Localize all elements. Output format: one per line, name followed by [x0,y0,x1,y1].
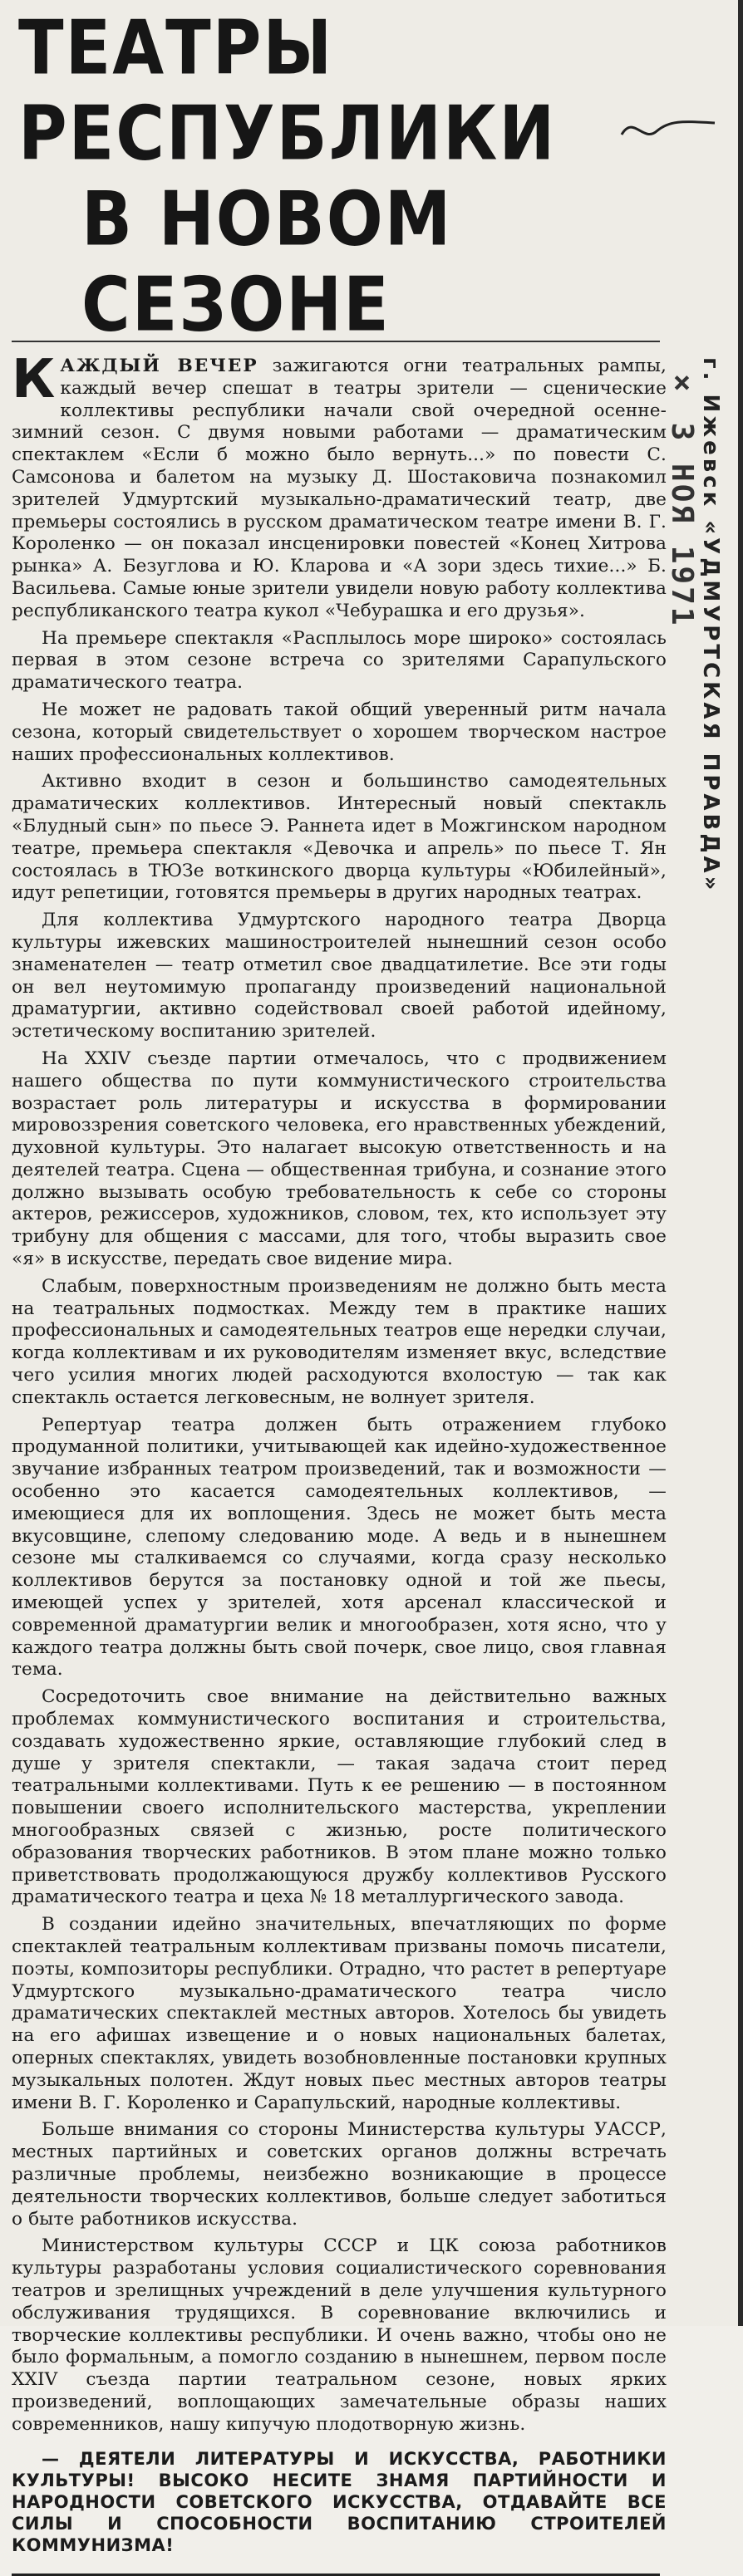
headline-line-2: В НОВОМ СЕЗОНЕ [81,175,453,348]
paragraph-8: Сосредоточить свое внимание на действительно важных проблемах коммунистического воспитания и строительства, создавать художественно яркие, оставляющие глубокий след в душе у зрителя спектакли, — такая задача стоит перед театральными коллективами. Путь к ее решению — в постоянном повышении своего исполнительского мастерства, укреплении многообразных связей с жизнью, росте политического образования творческих работников. В этом плане можно только приветствовать продолжающуюся дружбу коллективов Русского драматического театра и цеха № 18 металлургического завода. [12,1686,667,1908]
drop-cap: К [12,349,56,410]
paragraph-11: Министерством культуры СССР и ЦК союза работников культуры разработаны условия социалистического соревнования театров и зрелищных учреждений в деле улучшения культурного обслуживания трудящихся. В соревнование включились и творческие коллективы республики. И очень важно, чтобы оно не было формальным, а помогло созданию в нынешнем, первом после XXIV съезда партии театральном сезоне, новых ярких произведений, воплощающих замечательные образы наших современников, нашу кипучую плодотворную жизнь. [12,2235,667,2435]
source-note [698,357,723,893]
paragraph-6: Слабым, поверхностным произведениям не должно быть места на театральных подмостках. Между тем в практике наших профессиональных и самодеятельных театров еще нередки случаи, когда коллективам и их руководителям изменяет вкус, вследствие чего усилия многих людей расходуются вхолостую — так как спектакль остается легковесным, не волнует зрителя. [12,1275,667,1408]
headline-line-1: ТЕАТРЫ РЕСПУБЛИКИ [18,4,557,177]
lead-caps: АЖДЫЙ ВЕЧЕР [60,356,258,376]
article-body [12,349,667,2436]
paragraph-1: На премьере спектакля «Расплылось море широко» состоялась первая в этом сезоне встреча со зрителями Сарапульского драматического театра. [12,627,667,694]
article [12,0,667,2576]
headline [12,0,667,348]
paragraph-9: В создании идейно значительных, впечатляющих по форме спектаклей театральным коллективам призваны помочь писатели, поэты, композиторы республики. Отрадно, что растет в репертуаре Удмуртского музыкально-драматического театра число драматических спектаклей местных авторов. Хотелось бы увидеть на его афишах извещение и о новых национальных балетах, оперных спектаклях, увидеть возобновленные постановки крупных музыкальных полотен. Ждут новых пьес местных авторов театры имени В. Г. Короленко и Сарапульский, народные коллективы. [12,1914,667,2113]
handwritten-mark-icon [618,106,718,148]
paragraph-7: Репертуар театра должен быть отражением глубоко продуманной политики, учитывающей как идейно-художественное звучание избранных театром произведений, так и возможности — особенно это касается самодеятельных коллективов, — имеющиеся для их воплощения. Здесь не может быть места вкусовщине, слепому следованию моде. А ведь и в нынешнем сезоне мы сталкиваемся со случаями, когда сразу несколько коллективов берутся за постановку одной и той же пьесы, имеющей успех у зрителей, хотя арсенал классической и современной драматургии велик и многообразен, хотя ясно, что у каждого театра должны быть свой почерк, свое лицо, своя главная тема. [12,1414,667,1681]
paragraph-4: Для коллектива Удмуртского народного театра Дворца культуры ижевских машиностроителей нынешний сезон особо знаменателен — театр отметил свое двадцатилетие. Все эти годы он вел неутомимую пропаганду произведений национальной драматургии, активно содействовал своей работой идейному, эстетическому воспитанию зрителей. [12,910,667,1043]
source-city: г. Ижевск [698,357,723,510]
paragraph-5: На XXIV съезде партии отмечалось, что с продвижением нашего общества по пути коммунистического строительства возрастает роль литературы и искусства в формировании мировоззрения советского человека, его нравственных убеждений, духовной культуры. Это налагает высокую ответственность и на деятелей театра. Сцена — общественная трибуна, и сознание этого должно вызывать особую требовательность к себе со стороны актеров, режиссеров, художников, словом, тех, кто использует эту трибуну для общения с массами, для того, чтобы выразить свое «я» в искусстве, передать свое видение мира. [12,1048,667,1270]
lead-text: зажигаются огни театральных рампы, каждый вечер спешат в театры зрители — сценические коллективы республики начали свой очередной осенне-зимний сезон. С двумя новыми работами — драматическим спектаклем «Если б можно было вернуть...» по повести С. Самсонова и балетом на музыку Д. Шостаковича познакомил зрителей Удмуртский музыкально-драматический театр, две премьеры состоялись в русском драматическом театре имени В. Г. Короленко — он показал инсценировки повестей «Конец Хитрова рынка» А. Безуглова и Ю. Кларова и «А зори здесь тихие...» Б. Васильева. Самые юные зрители увидели новую работу коллектива республиканского театра кукол «Чебурашка и его друзья». [12,356,667,621]
source-newspaper: «УДМУРТСКАЯ ПРАВДА» [698,520,723,894]
date-stamp: × 3 НОЯ 1971 [665,366,699,628]
paragraph-2: Не может не радовать такой общий уверенный ритм начала сезона, который свидетельствует о хорошем творческом настрое наших профессиональных коллективов. [12,699,667,765]
paragraph-10: Больше внимания со стороны Министерства культуры УАССР, местных партийных и советских органов должны встречать различные проблемы, неизбежно возникающие в процессе деятельности творческих коллективов, больше следует заботиться о быте работников искусства. [12,2119,667,2230]
paragraph-3: Активно входит в сезон и большинство самодеятельных драматических коллективов. Интересный новый спектакль «Блудный сын» по пьесе Э. Раннета идет в Можгинском народном театре, премьера спектакля «Девочка и апрель» по пьесе Т. Ян состоялась в ТЮЗе воткинского дворца культуры «Юбилейный», идут репетиции, готовятся премьеры в других народных театрах. [12,771,667,904]
lead-paragraph [12,349,667,623]
closing-slogan: — ДЕЯТЕЛИ ЛИТЕРАТУРЫ И ИСКУССТВА, РАБОТНИКИ КУЛЬТУРЫ! ВЫСОКО НЕСИТЕ ЗНАМЯ ПАРТИЙНОСТИ И НАРОДНОСТИ СОВЕТСКОГО ИСКУССТВА, ОТДАВАЙТЕ ВСЕ СИЛЫ И СПОСОБНОСТИ ВОСПИТАНИЮ СТРОИТЕЛЕЙ КОММУНИЗМА! [12,2448,667,2555]
bottom-rule [12,2574,660,2576]
